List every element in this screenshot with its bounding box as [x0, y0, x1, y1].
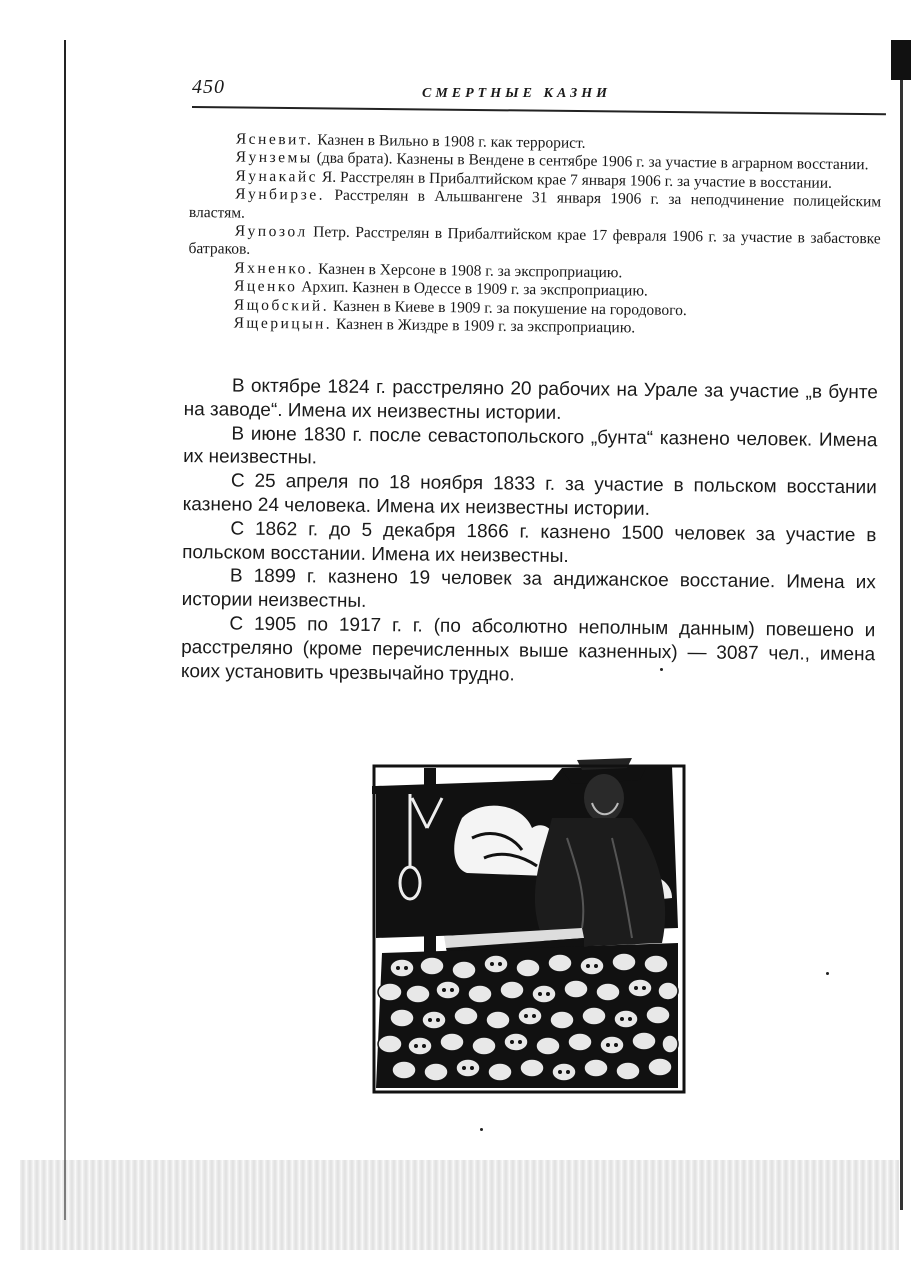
entry-name: Ясневит.	[235, 130, 314, 149]
entry-text: Казнен в Херсоне в 1908 г. за экспроприацию.	[314, 260, 623, 282]
entry-text: Казнен в Киеве в 1909 г. за покушение на городового.	[329, 297, 687, 319]
entry-text: Казнен в Вильно в 1908 г. как террорист.	[313, 131, 586, 152]
entry-name: Яунбирзе.	[235, 185, 326, 204]
entry-text: Казнен в Жиздре в 1909 г. за экспроприацию.	[332, 315, 636, 337]
woodcut-illustration	[372, 758, 688, 1094]
scan-speck	[826, 972, 829, 975]
woodcut-image	[372, 758, 688, 1094]
page-edge-left	[64, 40, 66, 1220]
entry-name: Ящобский.	[233, 296, 330, 315]
page-number: 450	[192, 76, 225, 98]
entry-name: Ящерицын.	[233, 314, 333, 333]
entry-name: Яценко	[233, 277, 298, 296]
scan-speck	[660, 668, 663, 671]
scan-noise	[20, 1160, 899, 1250]
entry-name: Яунземы	[235, 148, 313, 167]
paragraph: С 1905 по 1917 г. г. (по абсолютно неполным данным) повешено и расстреляно (кроме перечисленных выше казненных) — 3087 чел., имена коих установить чрезвычайно трудно.	[180, 613, 876, 686]
name-list	[188, 130, 882, 341]
paragraph: В октябре 1824 г. расстреляно 20 рабочих на Урале за участие „в бунте на заводе“. Имена их неизвестны истории.	[183, 375, 878, 424]
running-title: СМЕРТНЫЕ КАЗНИ	[422, 86, 612, 101]
entry-name: Яупозол	[234, 222, 308, 241]
page-edge-right	[900, 80, 903, 1210]
entry-text: Архип. Казнен в Одессе в 1909 г. за экспроприацию.	[297, 278, 648, 300]
entry-text: Петр. Расстрелян в Прибалтийском крае 17 февраля 1906 г. за участие в забастовке батраков.	[188, 223, 881, 259]
paragraph: В 1899 г. казнено 19 человек за андижанское восстание. Имена их истории неизвестны.	[181, 565, 876, 613]
entry-text: (два брата). Казнены в Вендене в сентябре 1906 г. за участие в аграрном восстании.	[312, 149, 869, 174]
entry-name: Яхненко.	[234, 259, 315, 278]
paragraph: С 25 апреля по 18 ноября 1833 г. за участие в польском восстании казнено 24 человека. Имена их неизвестны истории.	[182, 470, 877, 520]
header-rule	[192, 106, 886, 115]
scan-speck	[480, 1128, 483, 1131]
entry-text: Я. Расстрелян в Прибалтийском крае 7 января 1906 г. за участие в восстании.	[317, 168, 833, 192]
paragraph: С 1862 г. до 5 декабря 1866 г. казнено 1500 человек за участие в польском восстании. Имена их неизвестны.	[182, 518, 877, 567]
page-header	[192, 76, 886, 120]
entry-text: Расстрелян в Альшвангене 31 января 1906 г. за неподчинение полицейским властям.	[188, 186, 882, 222]
page-corner	[891, 40, 911, 80]
body-text	[181, 374, 878, 691]
paragraph: В июне 1830 г. после севастопольского „бунта“ казнено человек. Имена их неизвестны.	[183, 423, 878, 469]
entry-name: Яунакайс	[235, 167, 319, 186]
